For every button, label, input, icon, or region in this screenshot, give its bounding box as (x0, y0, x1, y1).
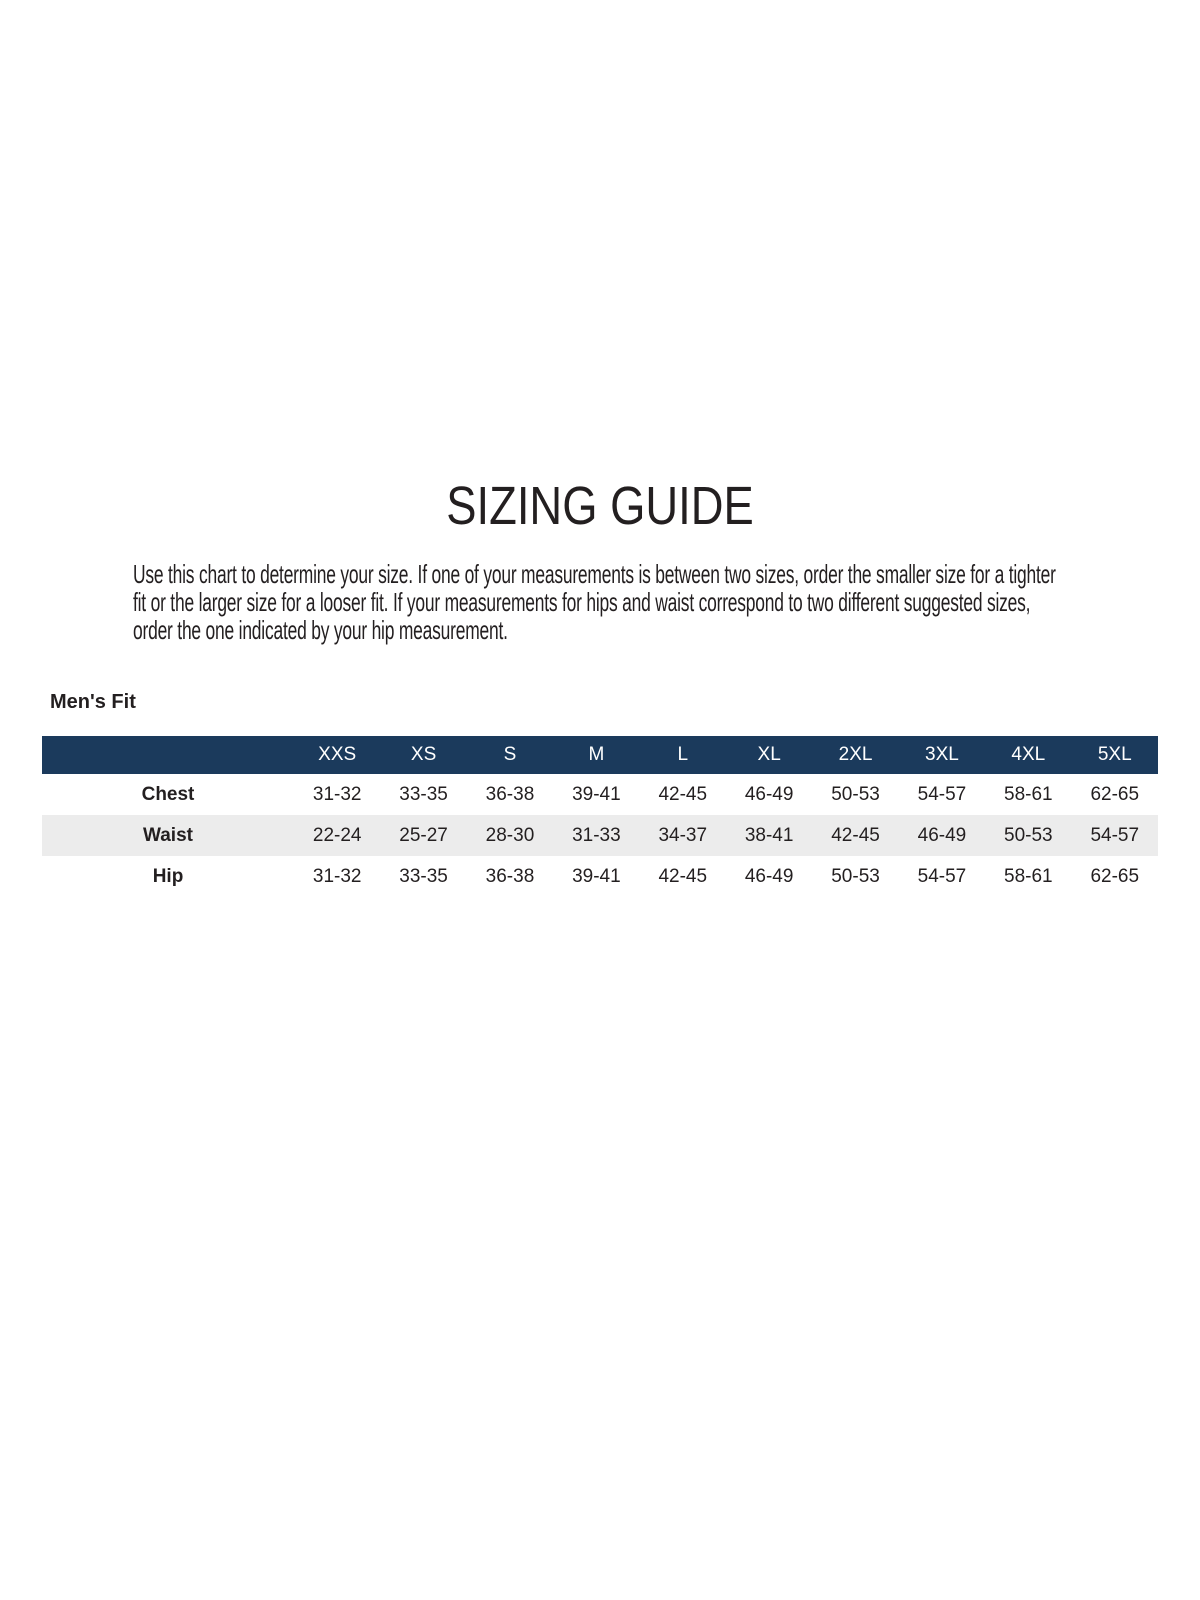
waist-value-m: 31-33 (553, 815, 639, 856)
size-header-spacer-cell (42, 736, 294, 774)
chest-value-xxs: 31-32 (312, 783, 362, 805)
hip-value-xl: 46-49 (744, 865, 794, 887)
chest-value-xs: 33-35 (399, 783, 448, 805)
chest-value-2xl: 50-53 (831, 783, 880, 805)
chest-value-3xl: 54-57 (917, 783, 967, 805)
size-header-2xl: 2XL (812, 736, 898, 774)
waist-value-xs: 25-27 (380, 815, 466, 856)
chest-value-xl: 46-49 (744, 783, 794, 805)
row-label-chest: Chest (141, 783, 195, 805)
waist-value-xl: 38-41 (726, 815, 812, 856)
chest-value-4xl: 58-61 (1004, 783, 1053, 805)
size-header-row (42, 736, 1158, 774)
hip-value-s: 36-38 (485, 865, 535, 887)
waist-value-2xl: 42-45 (812, 815, 898, 856)
waist-value-3xl: 46-49 (899, 815, 985, 856)
table-row-hip (42, 856, 1158, 897)
chest-value-5xl: 62-65 (1090, 783, 1140, 805)
size-header-xl: XL (726, 736, 812, 774)
size-header-s: S (467, 736, 553, 774)
size-header-m: M (553, 736, 639, 774)
chest-value-s: 36-38 (485, 783, 535, 805)
page-title: SIZING GUIDE (446, 476, 754, 536)
waist-value-4xl: 50-53 (985, 815, 1071, 856)
chest-value-m: 39-41 (572, 783, 621, 805)
waist-value-s: 28-30 (467, 815, 553, 856)
section-label-mens-fit: Men's Fit (50, 691, 136, 713)
waist-value-xxs: 22-24 (294, 815, 380, 856)
hip-value-5xl: 62-65 (1090, 865, 1140, 887)
row-label-hip: Hip (152, 865, 184, 887)
hip-value-xxs: 31-32 (312, 865, 362, 887)
chest-value-l: 42-45 (658, 783, 708, 805)
table-row-waist (42, 815, 1158, 856)
size-header-xxs: XXS (294, 736, 380, 774)
size-header-4xl: 4XL (985, 736, 1071, 774)
hip-value-l: 42-45 (658, 865, 708, 887)
size-header-l: L (640, 736, 726, 774)
size-header-xs: XS (380, 736, 466, 774)
table-row-chest (42, 774, 1158, 815)
hip-value-4xl: 58-61 (1004, 865, 1053, 887)
hip-value-xs: 33-35 (399, 865, 448, 887)
mens-fit-size-table (42, 736, 1158, 897)
size-header-5xl: 5XL (1072, 736, 1158, 774)
row-label-waist: Waist (42, 815, 294, 856)
waist-value-l: 34-37 (640, 815, 726, 856)
intro-paragraph: Use this chart to determine your size. If one of your measurements is between two sizes, order the smaller size for a tighter fit or the larger size for a looser fit. If your measurements for hips and waist correspond to two different suggested sizes, order the one indicated by your hip measurement. (133, 559, 1056, 645)
size-header-3xl: 3XL (899, 736, 985, 774)
hip-value-3xl: 54-57 (917, 865, 967, 887)
hip-value-m: 39-41 (572, 865, 621, 887)
hip-value-2xl: 50-53 (831, 865, 880, 887)
waist-value-5xl: 54-57 (1072, 815, 1158, 856)
